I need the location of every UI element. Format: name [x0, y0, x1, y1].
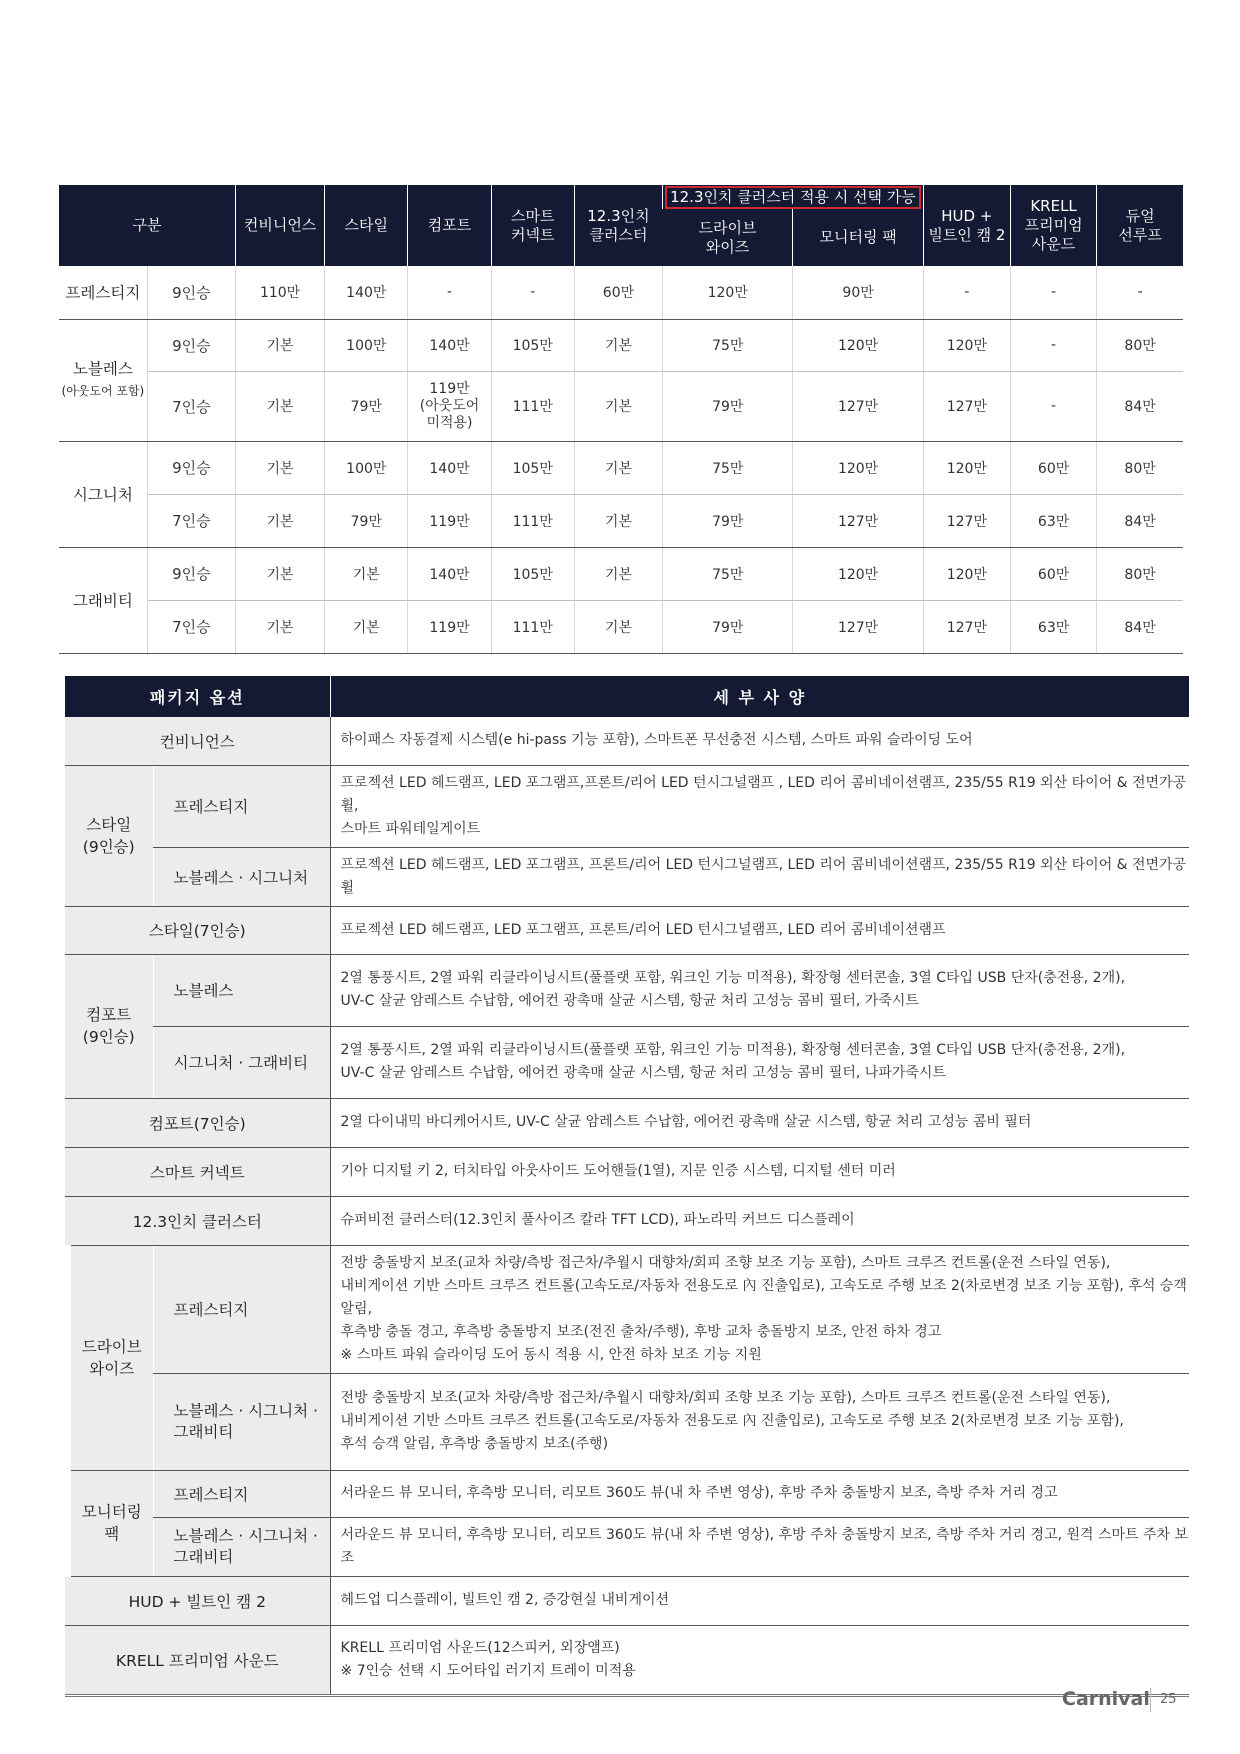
price-cell: - [1097, 266, 1183, 319]
table-row [59, 600, 1183, 653]
trim-note: (아웃도어 포함) [61, 384, 145, 398]
package-desc: 서라운드 뷰 모니터, 후측방 모니터, 리모트 360도 뷰(내 차 주변 영상), 후방 주차 충돌방지 보조, 측방 주차 거리 경고, 원격 스마트 주차 보조 [330, 1517, 1189, 1576]
package-desc: 전방 충돌방지 보조(교차 차량/측방 접근차/추월시 대향차/회피 조향 보조 기능 포함), 스마트 크루즈 컨트롤(운전 스타일 연동), 내비게이션 기반 스마트 크루즈 컨트롤(고속도로/자동차 전용도로 內 진출입로), 고속도로 주행 보조 2(차로변경 보조 기능 포함), 후석 승객 알림, 후측방 충돌방지 보조(주행) [330, 1373, 1189, 1470]
price-cell: 127만 [923, 371, 1010, 441]
seats-label: 9인승 [147, 319, 235, 371]
price-cell: 60만 [574, 266, 662, 319]
package-label: 12.3인치 클러스터 [65, 1196, 330, 1245]
price-cell: 기본 [574, 494, 662, 547]
price-cell: 75만 [663, 441, 793, 494]
trim-label [59, 319, 147, 441]
price-cell: 기본 [325, 547, 408, 600]
table-row [59, 266, 1183, 319]
table-row [65, 954, 1189, 1026]
table-row [65, 1517, 1189, 1576]
price-cell: 127만 [793, 371, 923, 441]
package-label: KRELL 프리미엄 사운드 [65, 1625, 330, 1695]
price-cell: 127만 [923, 600, 1010, 653]
package-desc: 하이패스 자동결제 시스템(e hi-pass 기능 포함), 스마트폰 무선충전 시스템, 스마트 파워 슬라이딩 도어 [330, 717, 1189, 765]
header-monitoring: 모니터링 팩 [793, 209, 923, 266]
table-row [65, 1470, 1189, 1517]
price-cell: 75만 [663, 319, 793, 371]
price-cell: 110만 [235, 266, 324, 319]
price-cell: 80만 [1097, 547, 1183, 600]
price-cell: 105만 [491, 441, 574, 494]
page-number: 25 [1160, 1692, 1177, 1707]
trim-label: 노블레스 · 시그니처 · 그래비티 [153, 1517, 330, 1576]
price-cell: 기본 [235, 371, 324, 441]
package-label: HUD + 빌트인 캠 2 [65, 1576, 330, 1625]
package-desc: 2열 통풍시트, 2열 파워 리클라이닝시트(풀플랫 포함, 워크인 기능 미적용), 확장형 센터콘솔, 3열 C타입 USB 단자(충전용, 2개), UV-C 살균 암레스트 수납함, 에어컨 광촉매 살균 시스템, 항균 처리 고성능 콤비 필터, 나파가죽시트 [330, 1026, 1189, 1098]
package-desc: 2열 다이내믹 바디케어시트, UV-C 살균 암레스트 수납함, 에어컨 광촉매 살균 시스템, 항균 처리 고성능 콤비 필터 [330, 1098, 1189, 1147]
package-label: 드라이브 와이즈 [65, 1245, 153, 1470]
package-desc: 전방 충돌방지 보조(교차 차량/측방 접근차/추월시 대향차/회피 조향 보조 기능 포함), 스마트 크루즈 컨트롤(운전 스타일 연동), 내비게이션 기반 스마트 크루즈 컨트롤(고속도로/자동차 전용도로 內 진출입로), 고속도로 주행 보조 2(차로변경 보조 기능 포함), 후석 승객 알림, 후측방 충돌 경고, 후측방 충돌방지 보조(전진 출차/주행), 후방 교차 충돌방지 보조, 안전 하차 경고 ※ 스마트 파워 슬라이딩 도어 동시 적용 시, 안전 하차 보조 기능 지원 [330, 1245, 1189, 1373]
price-cell: 기본 [325, 600, 408, 653]
price-cell: 기본 [235, 494, 324, 547]
trim-label: 프레스티지 [153, 1245, 330, 1373]
price-cell: 120만 [923, 319, 1010, 371]
package-desc: 프로젝션 LED 헤드램프, LED 포그램프,프론트/리어 LED 턴시그널램프 , LED 리어 콤비네이션램프, 235/55 R19 외산 타이어 & 전면가공 휠, 스마트 파워테일게이트 [330, 765, 1189, 847]
price-cell: 127만 [793, 600, 923, 653]
header-smart-connect: 스마트 커넥트 [491, 185, 574, 266]
footer-brand: Carnival [1062, 1688, 1150, 1710]
seats-label: 9인승 [147, 547, 235, 600]
table-row [65, 1196, 1189, 1245]
price-cell: 기본 [235, 441, 324, 494]
price-cell: 140만 [408, 441, 491, 494]
package-desc: 기아 디지털 키 2, 터치타입 아웃사이드 도어핸들(1열), 지문 인증 시스템, 디지털 센터 미러 [330, 1147, 1189, 1196]
table-row [65, 1373, 1189, 1470]
price-cell: - [923, 266, 1010, 319]
header-drive-wise: 드라이브 와이즈 [663, 209, 793, 266]
price-cell: 105만 [491, 319, 574, 371]
price-cell: 140만 [408, 547, 491, 600]
price-cell: 119만 [408, 600, 491, 653]
price-cell: 120만 [793, 319, 923, 371]
header-krell: KRELL 프리미엄 사운드 [1010, 185, 1096, 266]
package-desc: 프로젝션 LED 헤드램프, LED 포그램프, 프론트/리어 LED 턴시그널램프, LED 리어 콤비네이션램프 [330, 906, 1189, 954]
header-dual-sunroof: 듀얼 선루프 [1097, 185, 1183, 266]
price-cell: 100만 [325, 441, 408, 494]
table-row [65, 847, 1189, 906]
option-price-table [59, 185, 1183, 654]
header-detail: 세 부 사 양 [330, 676, 1189, 717]
price-cell: 기본 [235, 547, 324, 600]
header-comfort: 컴포트 [408, 185, 491, 266]
header-style: 스타일 [325, 185, 408, 266]
price-cell: 기본 [574, 547, 662, 600]
table-row [59, 494, 1183, 547]
price-cell: 105만 [491, 547, 574, 600]
trim-label: 프레스티지 [153, 765, 330, 847]
price-cell: 140만 [325, 266, 408, 319]
header-hud: HUD + 빌트인 캠 2 [923, 185, 1010, 266]
price-cell: 80만 [1097, 441, 1183, 494]
trim-label: 노블레스 [153, 954, 330, 1026]
price-cell: 120만 [793, 547, 923, 600]
table-row [65, 1245, 1189, 1373]
table-row [65, 717, 1189, 765]
trim-label: 그래비티 [59, 547, 147, 653]
package-label: 스타일(7인승) [65, 906, 330, 954]
price-cell: 120만 [663, 266, 793, 319]
price-cell: 79만 [663, 371, 793, 441]
price-cell: 기본 [235, 600, 324, 653]
trim-label: 노블레스 · 시그니처 [153, 847, 330, 906]
footer-divider [1150, 1688, 1151, 1712]
price-cell: 75만 [663, 547, 793, 600]
price-cell: 140만 [408, 319, 491, 371]
price-cell: 119만 (아웃도어 미적용) [408, 371, 491, 441]
table-row [59, 441, 1183, 494]
price-cell: 119만 [408, 494, 491, 547]
price-cell: - [491, 266, 574, 319]
trim-name: 노블레스 [72, 360, 133, 378]
price-cell: 기본 [574, 600, 662, 653]
table-row [65, 1147, 1189, 1196]
price-cell: 84만 [1097, 371, 1183, 441]
table-row [65, 1098, 1189, 1147]
header-convenience: 컨비니언스 [235, 185, 324, 266]
package-desc: 서라운드 뷰 모니터, 후측방 모니터, 리모트 360도 뷰(내 차 주변 영상), 후방 주차 충돌방지 보조, 측방 주차 거리 경고 [330, 1470, 1189, 1517]
package-label: 컨비니언스 [65, 717, 330, 765]
package-desc: 헤드업 디스플레이, 빌트인 캠 2, 증강현실 내비게이션 [330, 1576, 1189, 1625]
package-label: 스마트 커넥트 [65, 1147, 330, 1196]
package-desc: 프로젝션 LED 헤드램프, LED 포그램프, 프론트/리어 LED 턴시그널램프, LED 리어 콤비네이션램프, 235/55 R19 외산 타이어 & 전면가공 휠 [330, 847, 1189, 906]
seats-label: 7인승 [147, 600, 235, 653]
package-desc: 슈퍼비전 클러스터(12.3인치 풀사이즈 칼라 TFT LCD), 파노라믹 커브드 디스플레이 [330, 1196, 1189, 1245]
table-row [65, 906, 1189, 954]
price-cell: 111만 [491, 600, 574, 653]
header-cluster: 12.3인치 클러스터 [574, 185, 662, 266]
price-cell: 79만 [663, 494, 793, 547]
price-cell: 120만 [923, 547, 1010, 600]
table-row [65, 1576, 1189, 1625]
table-row [65, 765, 1189, 847]
package-desc: 2열 통풍시트, 2열 파워 리클라이닝시트(풀플랫 포함, 워크인 기능 미적용), 확장형 센터콘솔, 3열 C타입 USB 단자(충전용, 2개), UV-C 살균 암레스트 수납함, 에어컨 광촉매 살균 시스템, 항균 처리 고성능 콤비 필터, 가죽시트 [330, 954, 1189, 1026]
table-row [59, 319, 1183, 371]
price-cell: 기본 [574, 371, 662, 441]
table-row [65, 1625, 1189, 1695]
cluster-option-group-header: 12.3인치 클러스터 적용 시 선택 가능 [665, 186, 921, 209]
price-cell: 60만 [1010, 547, 1096, 600]
package-label: 모니터링 팩 [65, 1470, 153, 1576]
price-cell: 84만 [1097, 494, 1183, 547]
price-cell: - [1010, 319, 1096, 371]
price-cell: 127만 [923, 494, 1010, 547]
price-cell: 80만 [1097, 319, 1183, 371]
package-label: 스타일 (9인승) [65, 765, 153, 906]
table-row [59, 547, 1183, 600]
price-cell: 120만 [793, 441, 923, 494]
trim-label: 프레스티지 [59, 266, 147, 319]
price-cell: 111만 [491, 371, 574, 441]
header-category: 구분 [59, 185, 235, 266]
trim-label: 시그니처 [59, 441, 147, 547]
package-label: 컴포트 (9인승) [65, 954, 153, 1098]
price-cell: - [1010, 266, 1096, 319]
header-package: 패키지 옵션 [65, 676, 330, 717]
trim-label: 노블레스 · 시그니처 · 그래비티 [153, 1373, 330, 1470]
price-cell: - [1010, 371, 1096, 441]
trim-label: 시그니처 · 그래비티 [153, 1026, 330, 1098]
price-cell: - [408, 266, 491, 319]
price-cell: 63만 [1010, 494, 1096, 547]
price-cell: 63만 [1010, 600, 1096, 653]
price-cell: 84만 [1097, 600, 1183, 653]
seats-label: 7인승 [147, 371, 235, 441]
seats-label: 7인승 [147, 494, 235, 547]
price-cell: 기본 [235, 319, 324, 371]
price-cell: 기본 [574, 441, 662, 494]
package-detail-table [59, 676, 1189, 1697]
table-row [59, 371, 1183, 441]
price-cell: 79만 [663, 600, 793, 653]
price-cell: 60만 [1010, 441, 1096, 494]
table-row [65, 1026, 1189, 1098]
price-cell: 기본 [574, 319, 662, 371]
seats-label: 9인승 [147, 266, 235, 319]
trim-label: 프레스티지 [153, 1470, 330, 1517]
price-cell: 79만 [325, 371, 408, 441]
price-cell: 90만 [793, 266, 923, 319]
seats-label: 9인승 [147, 441, 235, 494]
price-cell: 100만 [325, 319, 408, 371]
package-label: 컴포트(7인승) [65, 1098, 330, 1147]
price-cell: 120만 [923, 441, 1010, 494]
price-cell: 79만 [325, 494, 408, 547]
price-cell: 111만 [491, 494, 574, 547]
price-cell: 127만 [793, 494, 923, 547]
package-desc: KRELL 프리미엄 사운드(12스피커, 외장앰프) ※ 7인승 선택 시 도어타입 러기지 트레이 미적용 [330, 1625, 1189, 1695]
